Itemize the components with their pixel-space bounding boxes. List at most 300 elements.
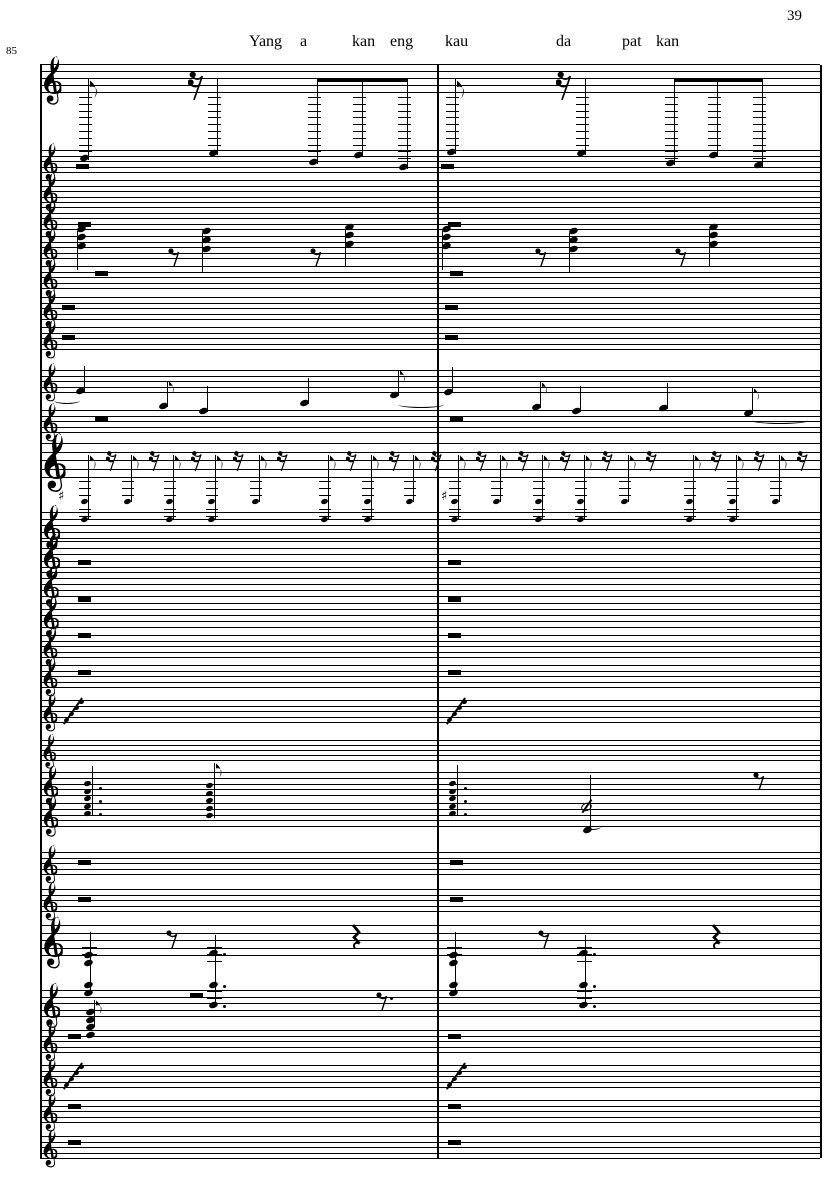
barline	[820, 65, 822, 1158]
treble-clef-icon	[42, 1126, 57, 1168]
ledger-line	[250, 481, 262, 482]
ledger-line	[79, 509, 91, 510]
staff-line	[40, 997, 820, 998]
ledger-line	[619, 481, 631, 482]
sixteenth-flag-icon	[330, 455, 338, 471]
note-head	[83, 959, 94, 968]
staff-line	[40, 615, 820, 616]
staff-line	[40, 1142, 820, 1143]
staff-line	[40, 635, 820, 636]
ledger-line	[79, 495, 91, 496]
ledger-line	[770, 481, 782, 482]
eighth-flag-icon	[754, 388, 761, 402]
tie	[752, 417, 808, 424]
staff-line	[40, 1010, 820, 1011]
staff-line	[40, 191, 820, 192]
ledger-line	[308, 117, 321, 118]
staff-line	[40, 1106, 820, 1107]
sixteenth-rest	[797, 450, 808, 472]
measure-number: 85	[6, 45, 17, 57]
ledger-line	[362, 509, 374, 510]
ledger-line	[308, 151, 321, 152]
ledger-line	[164, 488, 176, 489]
note-stem	[457, 765, 458, 816]
ledger-line	[575, 509, 587, 510]
staff-line	[40, 319, 820, 320]
treble-clef-icon	[42, 317, 57, 359]
ledger-line	[206, 481, 218, 482]
quarter-rest	[710, 924, 722, 950]
staff-line	[40, 858, 820, 859]
note-head	[205, 782, 213, 789]
ledger-line	[79, 131, 92, 132]
ledger-line	[362, 488, 374, 489]
eighth-rest	[166, 929, 178, 949]
staff-line	[40, 940, 820, 941]
staff-line	[40, 750, 820, 751]
ledger-line	[319, 509, 331, 510]
staff-line	[40, 722, 820, 723]
staff-line	[40, 948, 820, 949]
ledger-line	[727, 488, 739, 489]
whole-rest	[448, 1140, 461, 1145]
eighth-flag-icon	[457, 78, 467, 102]
ledger-line	[576, 97, 589, 98]
staff-line	[40, 784, 820, 785]
staff-line	[40, 809, 820, 810]
ledger-line	[770, 495, 782, 496]
staff-line	[40, 538, 820, 539]
augmentation-dot	[593, 1005, 596, 1008]
staff-line	[40, 900, 820, 901]
note-head	[83, 951, 94, 960]
ledger-line	[446, 131, 459, 132]
ledger-line	[665, 158, 678, 159]
ledger-line	[319, 488, 331, 489]
ledger-line	[449, 488, 461, 489]
note-stem	[345, 229, 346, 266]
staff-line	[40, 519, 820, 520]
staff-line	[40, 609, 820, 610]
ledger-line	[446, 117, 459, 118]
ledger-line	[398, 151, 411, 152]
ledger-line	[206, 516, 218, 517]
sixteenth-flag-icon	[460, 455, 468, 471]
note-head	[448, 795, 456, 802]
ledger-line	[79, 138, 92, 139]
ledger-line	[164, 481, 176, 482]
staff-line	[40, 180, 820, 181]
ledger-line	[577, 998, 592, 999]
ledger-line	[577, 961, 592, 962]
staff-line	[40, 760, 820, 761]
ledger-line	[446, 124, 459, 125]
augmentation-dot	[464, 813, 467, 816]
staff-line	[40, 717, 820, 718]
ledger-line	[164, 516, 176, 517]
ledger-line	[208, 124, 221, 125]
ledger-line	[449, 509, 461, 510]
staff-line	[40, 172, 820, 173]
note-head	[308, 158, 319, 167]
staff-line	[40, 1071, 820, 1072]
ledger-line	[319, 516, 331, 517]
staff-line	[40, 541, 820, 542]
whole-rest	[448, 1104, 461, 1109]
staff-line	[40, 852, 820, 853]
sixteenth-rest	[191, 450, 202, 472]
sixteenth-rest	[277, 450, 288, 472]
staff-line	[40, 1036, 820, 1037]
staff-line	[40, 376, 820, 377]
staff-line	[40, 700, 820, 701]
augmentation-dot	[99, 787, 102, 790]
staff-line	[40, 1076, 820, 1077]
ledger-line	[398, 111, 411, 112]
ledger-line	[79, 488, 91, 489]
eighth-rest	[310, 247, 322, 267]
ledger-line	[727, 481, 739, 482]
whole-rest	[95, 417, 108, 422]
staff-line	[40, 308, 820, 309]
staff-line	[40, 427, 820, 428]
ledger-line	[362, 495, 374, 496]
ledger-line	[398, 138, 411, 139]
whole-rest	[95, 271, 108, 276]
ledger-line	[577, 954, 592, 955]
treble-clef-icon	[42, 793, 58, 837]
sharp-accidental: ♯	[441, 489, 448, 504]
note-stem	[762, 78, 763, 167]
whole-rest	[441, 164, 454, 169]
ledger-line	[533, 481, 545, 482]
staff-line	[40, 229, 820, 230]
whole-rest	[448, 1034, 461, 1039]
ledger-line	[708, 124, 721, 125]
ledger-line	[207, 954, 222, 955]
eighth-rest	[535, 247, 547, 267]
staff-line	[40, 740, 820, 741]
ledger-line	[665, 131, 678, 132]
ledger-line	[619, 495, 631, 496]
staff-line	[40, 416, 820, 417]
ledger-line	[122, 481, 134, 482]
ledger-line	[665, 138, 678, 139]
staff-line	[40, 1041, 820, 1042]
staff-line	[40, 381, 820, 382]
ledger-line	[708, 104, 721, 105]
ledger-line	[353, 97, 366, 98]
lyric-syllable: eng	[390, 33, 414, 50]
staff-line	[40, 156, 820, 157]
whole-rest	[78, 670, 91, 675]
ledger-line	[208, 97, 221, 98]
ledger-line	[353, 145, 366, 146]
note-head	[205, 812, 213, 819]
ledger-line	[206, 509, 218, 510]
sixteenth-flag-icon	[175, 455, 183, 471]
staff-line	[40, 1082, 820, 1083]
staff-line	[40, 572, 820, 573]
ledger-line	[447, 947, 462, 948]
staff-line	[40, 933, 820, 934]
staff-line	[40, 349, 820, 350]
staff-line	[40, 567, 820, 568]
eighth-flag-icon	[96, 1000, 104, 1016]
whole-rest	[76, 164, 89, 169]
ledger-line	[447, 954, 462, 955]
ledger-line	[665, 97, 678, 98]
staff-line	[40, 443, 820, 444]
staff-line	[40, 1047, 820, 1048]
staff-line	[40, 706, 820, 707]
staff-line	[40, 150, 820, 151]
whole-rest	[68, 1034, 81, 1039]
ledger-line	[353, 111, 366, 112]
staff-line	[40, 1052, 820, 1053]
ledger-line	[79, 104, 92, 105]
ledger-line	[753, 124, 766, 125]
lyric-syllable: kau	[445, 33, 469, 50]
lyric-syllable: pat	[622, 33, 642, 50]
treble-clef-icon	[42, 912, 63, 969]
note-stem	[84, 366, 85, 392]
ledger-line	[207, 961, 222, 962]
staff-line	[40, 925, 820, 926]
whole-rest	[68, 1140, 81, 1145]
ledger-line	[446, 138, 459, 139]
ledger-line	[79, 516, 91, 517]
ledger-line	[684, 488, 696, 489]
note-head	[708, 151, 719, 160]
staff-line	[40, 85, 820, 86]
staff-line	[40, 676, 820, 677]
ledger-line	[665, 145, 678, 146]
eighth-rest	[168, 247, 180, 267]
ledger-line	[122, 495, 134, 496]
ledger-line	[207, 991, 222, 992]
ledger-line	[575, 488, 587, 489]
staff-line	[40, 711, 820, 712]
staff-line	[40, 370, 820, 371]
eighth-flag-icon	[400, 370, 407, 384]
staff-line	[40, 277, 820, 278]
staff-line	[40, 387, 820, 388]
ledger-line	[404, 488, 416, 489]
note-head	[208, 1001, 219, 1010]
sixteenth-flag-icon	[217, 455, 225, 471]
ledger-line	[708, 111, 721, 112]
eighth-rest	[675, 247, 687, 267]
sixteenth-rest	[106, 450, 117, 472]
staff-line	[40, 596, 820, 597]
ledger-line	[398, 117, 411, 118]
ledger-line	[446, 111, 459, 112]
ledger-line	[491, 488, 503, 489]
staff-line	[40, 820, 820, 821]
note-head	[83, 780, 91, 787]
staff-line	[40, 1030, 820, 1031]
lyric-syllable: a	[300, 33, 308, 50]
ledger-line	[398, 131, 411, 132]
ledger-line	[577, 947, 592, 948]
note-head	[578, 981, 589, 990]
ledger-line	[250, 495, 262, 496]
beam	[317, 78, 408, 82]
staff-line	[40, 789, 820, 790]
staff-line	[40, 1122, 820, 1123]
ledger-line	[576, 111, 589, 112]
ledger-line	[753, 151, 766, 152]
augmentation-dot	[99, 800, 102, 803]
ledger-line	[684, 495, 696, 496]
staff-line	[40, 344, 820, 345]
ledger-line	[576, 138, 589, 139]
lyric-syllable: da	[556, 33, 572, 50]
ledger-line	[665, 117, 678, 118]
ledger-line	[753, 111, 766, 112]
ledger-line	[575, 495, 587, 496]
ledger-line	[684, 516, 696, 517]
note-head	[208, 981, 219, 990]
ledger-line	[353, 138, 366, 139]
note-stem	[452, 367, 453, 393]
ledger-line	[82, 954, 97, 955]
ledger-line	[575, 481, 587, 482]
sixteenth-rest	[431, 450, 442, 472]
staff-line	[40, 333, 820, 334]
ledger-line	[684, 509, 696, 510]
staff-line	[40, 906, 820, 907]
staff-line	[40, 755, 820, 756]
ledger-line	[79, 145, 92, 146]
note-stem	[207, 386, 208, 412]
ledger-line	[207, 947, 222, 948]
sixteenth-flag-icon	[695, 455, 703, 471]
sixteenth-rest	[389, 450, 400, 472]
note-head	[578, 1001, 589, 1010]
ledger-line	[398, 124, 411, 125]
ledger-line	[770, 488, 782, 489]
sixteenth-flag-icon	[133, 455, 141, 471]
ledger-line	[79, 111, 92, 112]
ledger-line	[727, 495, 739, 496]
ledger-line	[753, 131, 766, 132]
staff-line	[40, 327, 820, 328]
staff-line	[40, 895, 820, 896]
note-head	[205, 805, 213, 812]
staff-line	[40, 258, 820, 259]
ledger-line	[577, 991, 592, 992]
sixteenth-rest	[346, 450, 357, 472]
ledger-line	[164, 495, 176, 496]
ledger-line	[308, 145, 321, 146]
ledger-line	[753, 117, 766, 118]
whole-rest	[62, 305, 75, 310]
staff-line	[40, 283, 820, 284]
ledger-line	[208, 138, 221, 139]
sixteenth-flag-icon	[415, 455, 423, 471]
ledger-line	[665, 124, 678, 125]
staff-line	[40, 682, 820, 683]
staff-line	[40, 167, 820, 168]
sixteenth-rest	[556, 70, 572, 101]
ledger-line	[79, 124, 92, 125]
staff-line	[40, 561, 820, 562]
note-stem	[308, 378, 309, 404]
ledger-line	[208, 111, 221, 112]
staff-line	[40, 646, 820, 647]
staff-line	[40, 303, 820, 304]
ledger-line	[576, 117, 589, 118]
staff-line	[40, 421, 820, 422]
ledger-line	[404, 495, 416, 496]
staff-line	[40, 652, 820, 653]
barline	[40, 65, 42, 1158]
quarter-rest	[350, 924, 362, 950]
augmentation-dot	[99, 813, 102, 816]
staff-line	[40, 955, 820, 956]
ledger-line	[533, 516, 545, 517]
sixteenth-flag-icon	[630, 455, 638, 471]
whole-rest	[78, 860, 91, 865]
staff-line	[40, 525, 820, 526]
whole-rest	[78, 633, 91, 638]
barline	[437, 65, 439, 1158]
staff-line	[40, 338, 820, 339]
note-stem	[92, 766, 93, 816]
ledger-line	[665, 111, 678, 112]
ledger-line	[82, 940, 97, 941]
staff-line	[40, 224, 820, 225]
ledger-line	[404, 481, 416, 482]
whole-rest	[62, 335, 75, 340]
staff-line	[40, 671, 820, 672]
note-stem	[667, 383, 668, 409]
staff-line	[40, 869, 820, 870]
sixteenth-flag-icon	[781, 455, 789, 471]
sixteenth-rest	[518, 450, 529, 472]
sixteenth-rest	[233, 450, 244, 472]
note-head	[448, 981, 459, 990]
ledger-line	[308, 104, 321, 105]
note-head	[83, 795, 91, 802]
staff-line	[40, 512, 820, 513]
staff-line	[40, 803, 820, 804]
ledger-line	[619, 488, 631, 489]
sharp-accidental: ♯	[58, 489, 65, 504]
staff-line	[40, 247, 820, 248]
staff-line	[40, 1153, 820, 1154]
sixteenth-rest	[560, 450, 571, 472]
staff-line	[40, 202, 820, 203]
ledger-line	[533, 509, 545, 510]
sixteenth-rest	[188, 70, 204, 101]
note-stem	[202, 233, 203, 272]
sixteenth-flag-icon	[544, 455, 552, 471]
whole-rest	[445, 335, 458, 340]
augmentation-dot	[223, 985, 226, 988]
whole-rest	[448, 633, 461, 638]
ledger-line	[575, 516, 587, 517]
note-stem	[569, 233, 570, 272]
note-head	[398, 163, 409, 172]
ledger-line	[308, 124, 321, 125]
whole-rest	[78, 560, 91, 565]
ledger-line	[208, 131, 221, 132]
ledger-line	[79, 481, 91, 482]
ledger-line	[250, 488, 262, 489]
